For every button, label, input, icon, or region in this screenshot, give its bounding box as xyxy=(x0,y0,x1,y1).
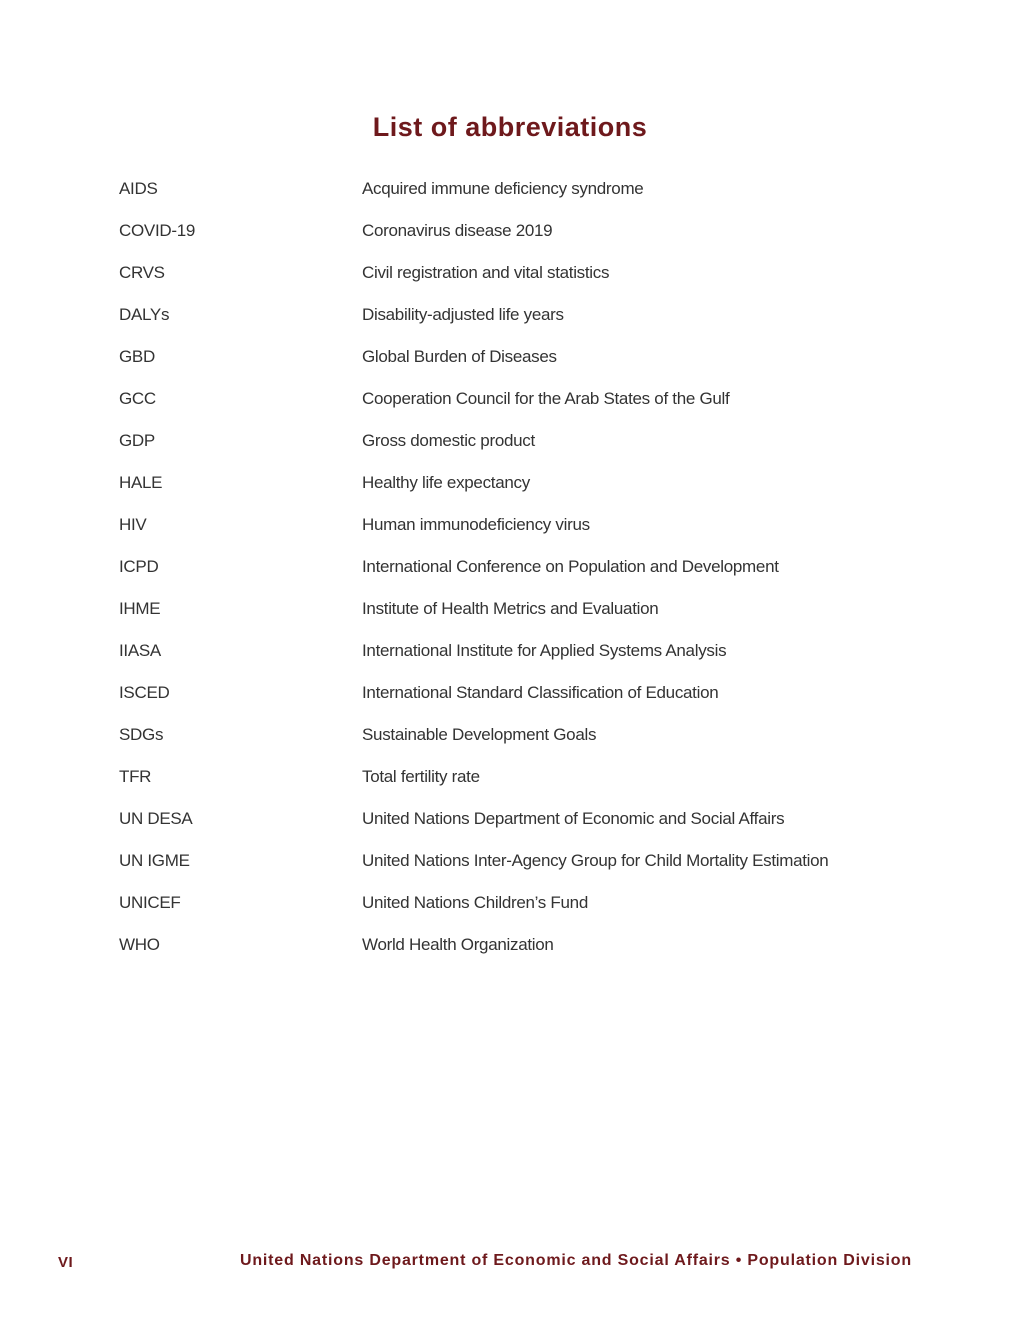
abbreviation: GBD xyxy=(119,347,155,366)
abbreviation: AIDS xyxy=(119,179,158,198)
list-item xyxy=(119,882,960,924)
definition: Cooperation Council for the Arab States of the Gulf xyxy=(362,389,730,408)
abbreviation-list xyxy=(119,168,960,966)
list-item xyxy=(119,840,960,882)
list-item xyxy=(119,210,960,252)
definition: Total fertility rate xyxy=(362,767,480,786)
abbreviation: GDP xyxy=(119,431,155,450)
list-item xyxy=(119,294,960,336)
definition: Gross domestic product xyxy=(362,431,535,450)
definition: United Nations Children’s Fund xyxy=(362,893,588,912)
abbreviation: HALE xyxy=(119,473,163,492)
abbreviation: COVID-19 xyxy=(119,221,196,240)
list-item xyxy=(119,420,960,462)
definition: Institute of Health Metrics and Evaluation xyxy=(362,599,659,618)
list-item xyxy=(119,756,960,798)
list-item xyxy=(119,924,960,966)
list-item xyxy=(119,588,960,630)
abbreviation: ISCED xyxy=(119,683,170,702)
definition: Human immunodeficiency virus xyxy=(362,515,590,534)
definition: United Nations Inter-Agency Group for Child Mortality Estimation xyxy=(362,851,829,870)
list-item xyxy=(119,336,960,378)
page-number: VI xyxy=(58,1254,74,1271)
list-item xyxy=(119,546,960,588)
definition: Global Burden of Diseases xyxy=(362,347,557,366)
list-item xyxy=(119,252,960,294)
definition: Acquired immune deficiency syndrome xyxy=(362,179,644,198)
list-item xyxy=(119,714,960,756)
definition: International Institute for Applied Systems Analysis xyxy=(362,641,727,660)
abbreviation: DALYs xyxy=(119,305,170,324)
definition: Civil registration and vital statistics xyxy=(362,263,610,282)
abbreviation: WHO xyxy=(119,935,160,954)
list-item xyxy=(119,168,960,210)
definition: Healthy life expectancy xyxy=(362,473,530,492)
list-item xyxy=(119,630,960,672)
abbreviation: SDGs xyxy=(119,725,164,744)
list-item xyxy=(119,672,960,714)
abbreviation: CRVS xyxy=(119,263,165,282)
list-item xyxy=(119,504,960,546)
definition: Sustainable Development Goals xyxy=(362,725,597,744)
definition: United Nations Department of Economic and Social Affairs xyxy=(362,809,785,828)
abbreviation: IHME xyxy=(119,599,161,618)
abbreviation: UNICEF xyxy=(119,893,181,912)
abbreviation: TFR xyxy=(119,767,152,786)
page-footer xyxy=(0,1252,1020,1282)
abbreviation: GCC xyxy=(119,389,156,408)
definition: Disability-adjusted life years xyxy=(362,305,564,324)
abbreviation: IIASA xyxy=(119,641,161,660)
list-item xyxy=(119,462,960,504)
footer-running-title: United Nations Department of Economic and Social Affairs • Population Division xyxy=(240,1252,912,1269)
definition: World Health Organization xyxy=(362,935,554,954)
definition: International Standard Classification of Education xyxy=(362,683,719,702)
abbreviation: HIV xyxy=(119,515,147,534)
abbreviation: ICPD xyxy=(119,557,159,576)
abbreviation: UN DESA xyxy=(119,809,193,828)
definition: Coronavirus disease 2019 xyxy=(362,221,553,240)
definition: International Conference on Population and Development xyxy=(362,557,779,576)
abbreviation: UN IGME xyxy=(119,851,190,870)
page-title: List of abbreviations xyxy=(372,112,648,142)
list-item xyxy=(119,798,960,840)
list-item xyxy=(119,378,960,420)
